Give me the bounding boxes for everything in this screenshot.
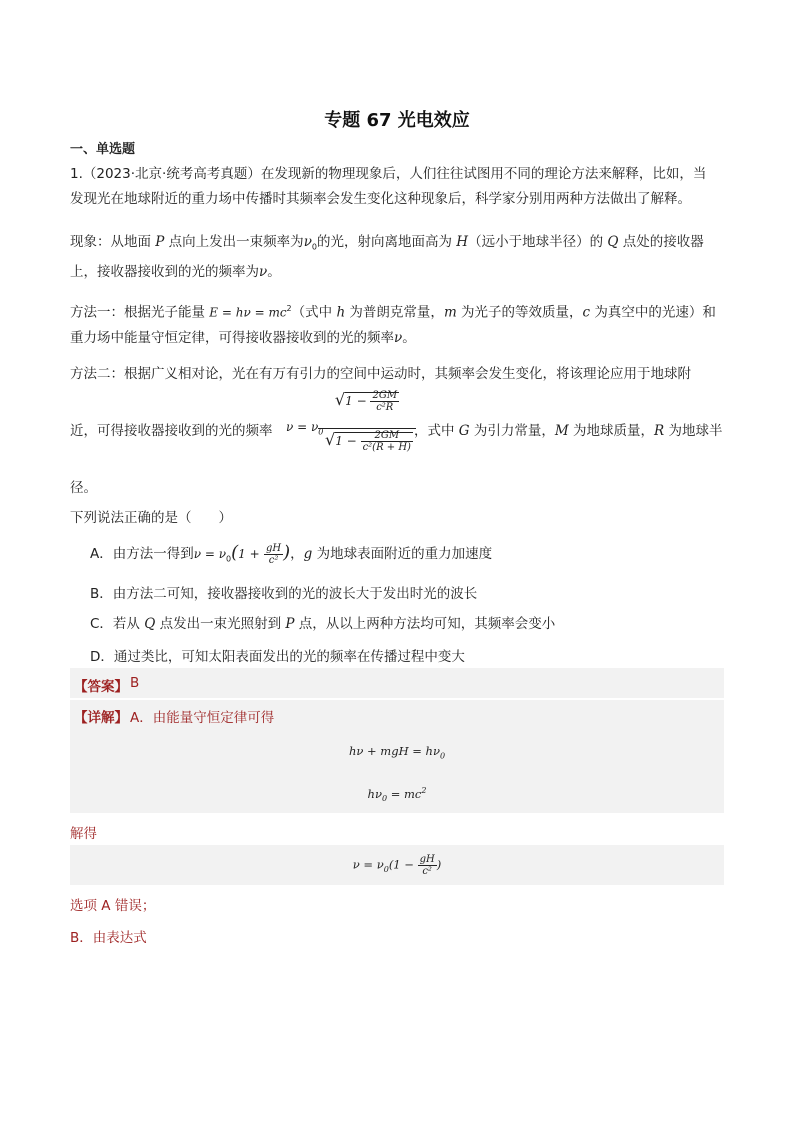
formula-main-bar	[318, 428, 416, 429]
detail-text: A．由能量守恒定律可得	[130, 710, 275, 726]
equation-3: $\nu = \nu_0(1$ − $\frac{gH}{\text{c²}}$ )	[352, 854, 442, 877]
option-a[interactable]: A．由方法一得到$\nu = \nu_0(1$ + $\frac{gH}{\text{c²}}$ )，g 为地球表面附近的重力加速度	[90, 542, 493, 566]
formula-lhs: $\nu = \nu_0$	[286, 420, 324, 437]
answer-box	[70, 668, 724, 698]
method-two-text: 近，可得接收器接收到的光的频率	[70, 423, 273, 439]
method-two-line-1: 方法二：根据广义相对论，光在有万有引力的空间中运动时，其频率会发生变化，将该理论应用于地球附	[70, 366, 691, 382]
section-heading: 一、单选题	[70, 142, 136, 157]
method-two-vars: ，式中 G 为引力常量，M 为地球质量，R 为地球半	[414, 423, 723, 439]
method-one	[70, 296, 724, 351]
solve-label: 解得	[70, 826, 97, 842]
detail-label: 【详解】	[74, 710, 128, 726]
result-box	[70, 845, 724, 885]
method-one-line-2: 重力场中能量守恒定律，可得接收器接收到的光的频率ν。	[70, 329, 416, 346]
option-b[interactable]: B．由方法二可知，接收器接收到的光的波长大于发出时光的波长	[90, 586, 478, 602]
option-a-wrong: 选项 A 错误；	[70, 898, 156, 914]
phenomenon	[70, 230, 724, 285]
sqrt-sign-bottom: √	[325, 430, 336, 449]
answer-value: B	[130, 675, 140, 691]
intro-line-1: 1.（2023·北京·统考高考真题）在发现新的物理现象后，人们往往试图用不同的理论方法来解释，比如，当	[70, 166, 707, 182]
detail-box	[70, 700, 724, 813]
intro-line-2: 发现光在地球附近的重力场中传播时其频率会发生变化这种现象后，科学家分别用两种方法做出了解释。	[70, 191, 691, 207]
equation-2: $h\nu_0 = mc^2$	[367, 786, 427, 804]
formula-denominator: √1 − $\frac{2GM}{\text{c²(R + H)}}$	[325, 430, 411, 453]
phenomenon-line-1: 现象：从地面 P 点向上发出一束频率为$\nu_0$的光，射向离地面高为 H（远小于地球半径）的 Q 点处的接收器	[70, 234, 704, 252]
option-b-explain-start: B．由表达式	[70, 930, 147, 946]
sqrt-sign-top: √	[334, 390, 346, 409]
option-c[interactable]: C．若从 Q 点发出一束光照射到 P 点，从以上两种方法均可知，其频率会变小	[90, 616, 556, 632]
question-ask: 下列说法正确的是（ ）	[70, 510, 232, 526]
method-two-line-3: 径。	[70, 480, 97, 496]
question-intro	[70, 162, 724, 212]
answer-label: 【答案】	[74, 679, 128, 695]
page-title: 专题 67 光电效应	[324, 110, 470, 131]
method-one-line-1: 方法一：根据光子能量 $E = h\nu = mc^2$（式中 h 为普朗克常量，m 为光子的等效质量，c 为真空中的光速）和	[70, 304, 716, 321]
formula-numerator: √1 − $\frac{2GM}{\text{c²R}}$	[334, 390, 398, 413]
equation-1: hν + mgH = $h\nu_0$	[348, 744, 446, 761]
phenomenon-line-2: 上，接收器接收到的光的频率为ν。	[70, 263, 281, 280]
option-d[interactable]: D．通过类比，可知太阳表面发出的光的频率在传播过程中变大	[90, 649, 465, 665]
method-two-formula-line	[70, 388, 730, 468]
